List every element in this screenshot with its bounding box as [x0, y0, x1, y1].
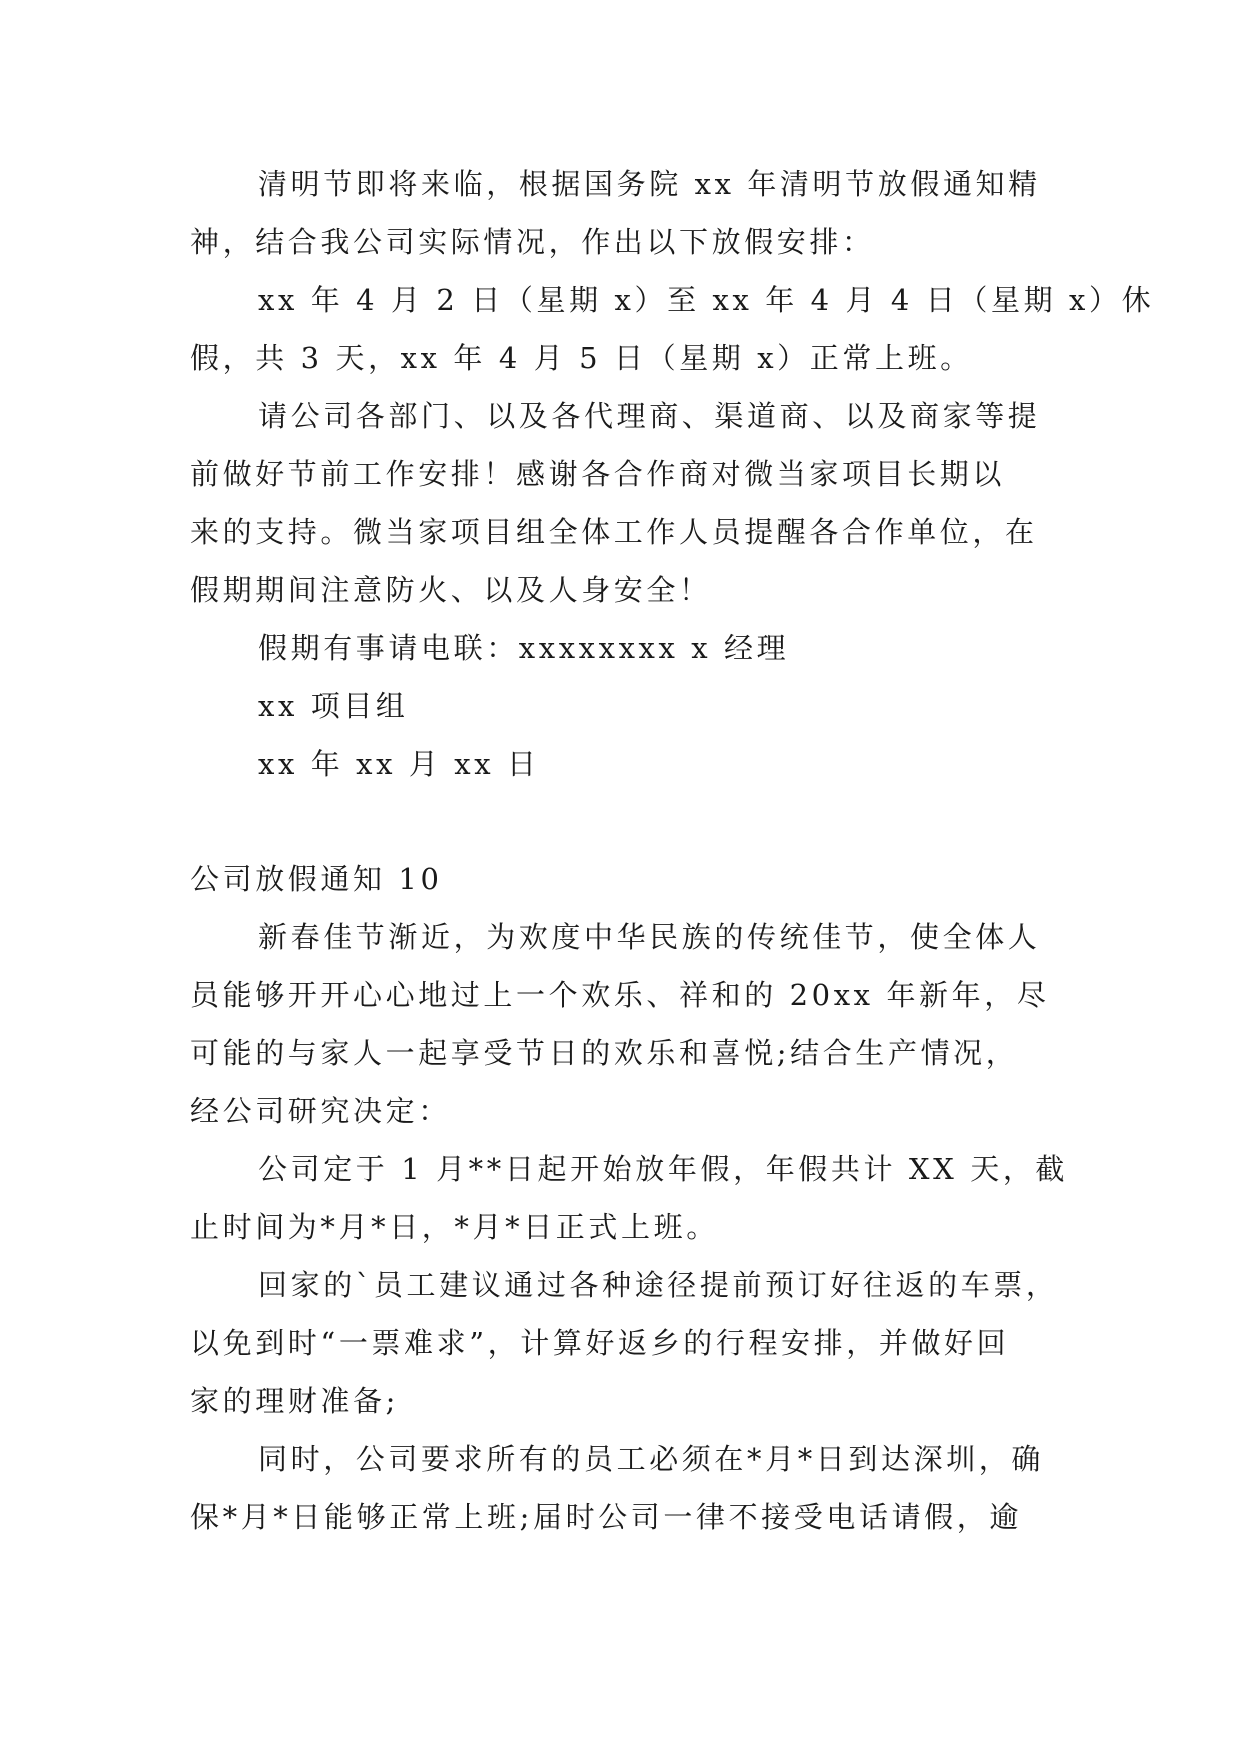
- contact-line: 假期有事请电联：xxxxxxxx x 经理: [258, 631, 790, 665]
- paragraph-line: 员能够开开心心地过上一个欢乐、祥和的 20xx 年新年，尽: [190, 978, 1050, 1012]
- paragraph-line: xx 年 4 月 2 日（星期 x）至 xx 年 4 月 4 日（星期 x）休: [258, 283, 1155, 317]
- paragraph-line: 新春佳节渐近，为欢度中华民族的传统佳节，使全体人: [258, 920, 1041, 954]
- paragraph-line: 公司定于 1 月**日起开始放年假，年假共计 XX 天，截: [258, 1152, 1069, 1186]
- paragraph-line: 来的支持。微当家项目组全体工作人员提醒各合作单位，在: [190, 515, 1038, 549]
- paragraph-line: 假，共 3 天，xx 年 4 月 5 日（星期 x）正常上班。: [190, 341, 973, 375]
- paragraph-line: 止时间为*月*日，*月*日正式上班。: [190, 1210, 719, 1244]
- paragraph-line: 家的理财准备;: [190, 1384, 399, 1418]
- paragraph-line: 清明节即将来临，根据国务院 xx 年清明节放假通知精: [258, 167, 1041, 201]
- paragraph-line: 回家的`员工建议通过各种途径提前预订好往返的车票，: [258, 1268, 1059, 1302]
- paragraph-line: 假期期间注意防火、以及人身安全！: [190, 573, 712, 607]
- paragraph-line: 请公司各部门、以及各代理商、渠道商、以及商家等提: [258, 399, 1041, 433]
- paragraph-line: 前做好节前工作安排！感谢各合作商对微当家项目长期以: [190, 457, 1006, 491]
- section-title: 公司放假通知 10: [190, 862, 443, 896]
- paragraph-line: 神，结合我公司实际情况，作出以下放假安排：: [190, 225, 875, 259]
- paragraph-line: 可能的与家人一起享受节日的欢乐和喜悦;结合生产情况，: [190, 1036, 1019, 1070]
- date-line: xx 年 xx 月 xx 日: [258, 747, 540, 781]
- signature-line: xx 项目组: [258, 689, 409, 723]
- paragraph-line: 保*月*日能够正常上班;届时公司一律不接受电话请假，逾: [190, 1500, 1022, 1534]
- paragraph-line: 以免到时“一票难求”，计算好返乡的行程安排，并做好回: [190, 1326, 1010, 1360]
- paragraph-line: 同时，公司要求所有的员工必须在*月*日到达深圳，确: [258, 1442, 1045, 1476]
- paragraph-line: 经公司研究决定：: [190, 1094, 451, 1128]
